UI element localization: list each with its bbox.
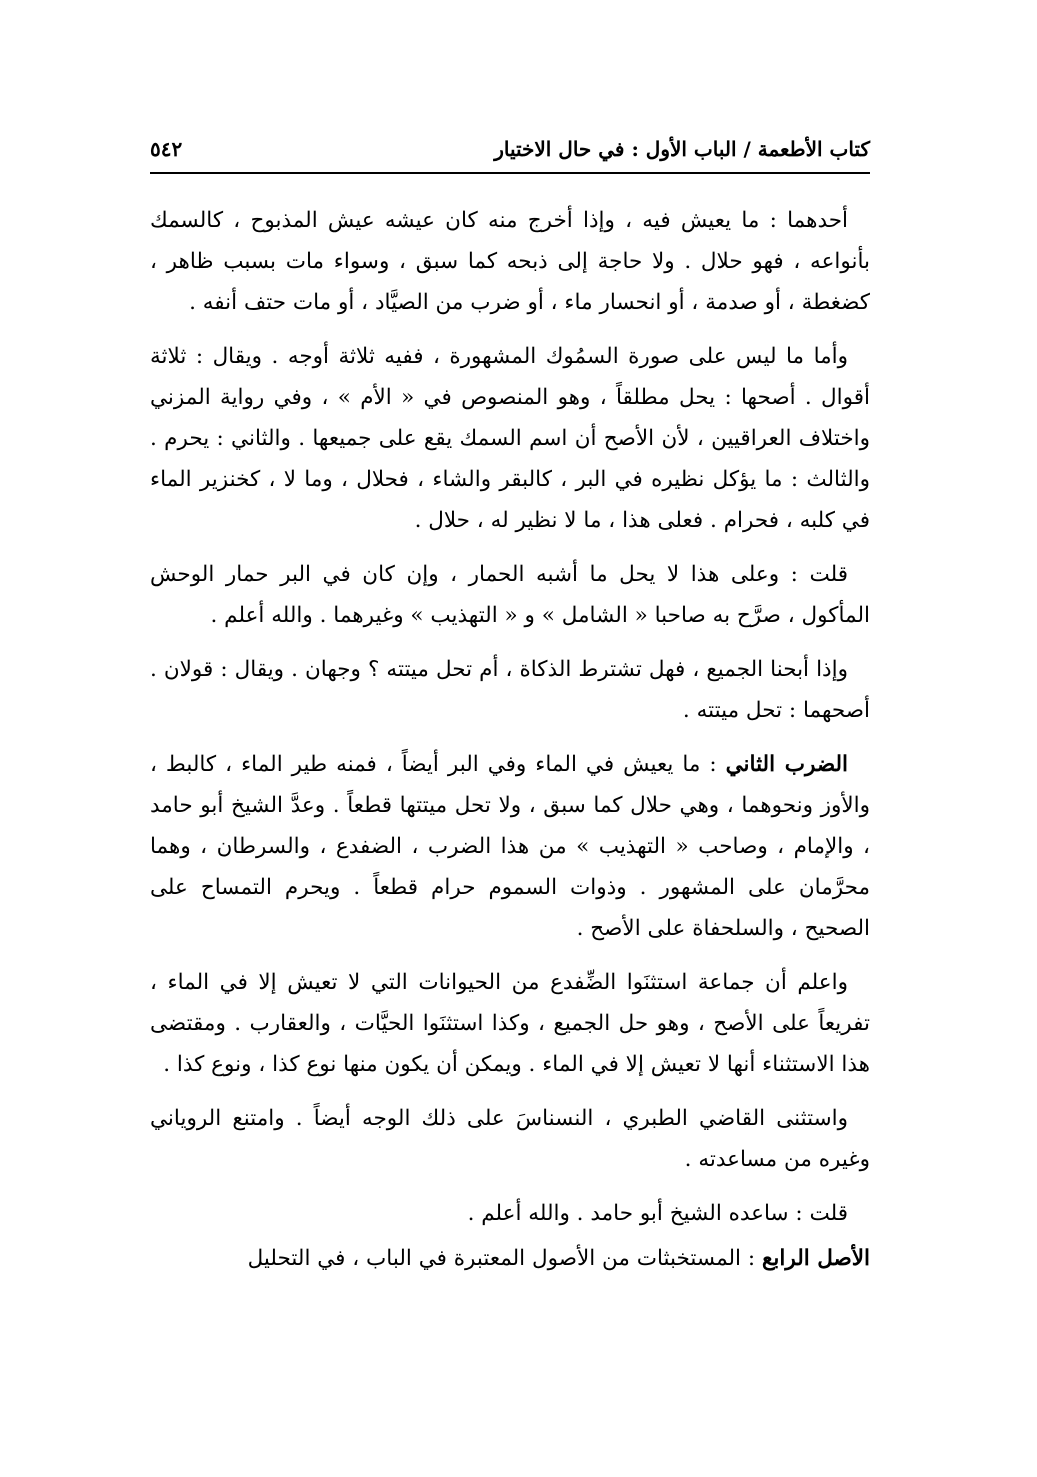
paragraph-6 [150, 962, 870, 1085]
paragraph-3 [150, 554, 870, 636]
paragraph-8 [150, 1193, 870, 1234]
paragraph-7-text: واستثنى القاضي الطبري ، النسناسَ على ذلك الوجه أيضاً . وامتنع الروياني وغيره من مساعدته . [150, 1106, 870, 1172]
paragraph-9 [150, 1238, 870, 1279]
paragraph-5-text: : ما يعيش في الماء وفي البر أيضاً ، فمنه طير الماء ، كالبط ، والأوز ونحوهما ، وهي حلال كما سبق ، ولا تحل ميتتها قطعاً . وعدَّ الشيخ أبو حامد ، والإمام ، وصاحب « التهذيب » من هذا الضرب ، الضفدع ، والسرطان ، وهما محرَّمان على المشهور . وذوات السموم حرام قطعاً . ويحرم التمساح على الصحيح ، والسلحفاة على الأصح . [150, 752, 870, 941]
paragraph-3-text: قلت : وعلى هذا لا يحل ما أشبه الحمار ، وإن كان في البر حمار الوحش المأكول ، صرَّح به صاحبا « الشامل » و « التهذيب » وغيرهما . والله أعلم . [150, 562, 870, 628]
paragraph-1-text: أحدهما : ما يعيش فيه ، وإذا أخرج منه كان عيشه عيش المذبوح ، كالسمك بأنواعه ، فهو حلال . ولا حاجة إلى ذبحه كما سبق ، وسواء مات بسبب ظاهر ، كضغطة ، أو صدمة ، أو انحسار ماء ، أو ضرب من الصيَّاد ، أو مات حتف أنفه . [150, 208, 870, 315]
paragraph-7 [150, 1098, 870, 1180]
paragraph-1 [150, 200, 870, 323]
paragraph-5-lead: الضرب الثاني [725, 752, 848, 777]
paragraph-2 [150, 336, 870, 541]
paragraph-2-text: وأما ما ليس على صورة السمُوك المشهورة ، ففيه ثلاثة أوجه . ويقال : ثلاثة أقوال . أصحها : يحل مطلقاً ، وهو المنصوص في « الأم » ، وفي رواية المزني واختلاف العراقيين ، لأن الأصح أن اسم السمك يقع على جميعها . والثاني : يحرم . والثالث : ما يؤكل نظيره في البر ، كالبقر والشاء ، فحلال ، وما لا ، كخنزير الماء في كلبه ، فحرام . فعلى هذا ، ما لا نظير له ، حلال . [150, 344, 870, 533]
paragraph-4 [150, 649, 870, 731]
header-title: كتاب الأطعمة / الباب الأول : في حال الاختيار [494, 137, 870, 161]
paragraph-6-text: واعلم أن جماعة استثنَوا الضِّفدع من الحيوانات التي لا تعيش إلا في الماء ، تفريعاً على الأصح ، وهو حل الجميع ، وكذا استثنَوا الحيَّات ، والعقارب . ومقتضى هذا الاستثناء أنها لا تعيش إلا في الماء . ويمكن أن يكون منها نوع كذا ، ونوع كذا . [150, 970, 870, 1077]
paragraph-9-text: : المستخبثات من الأصول المعتبرة في الباب ، في التحليل [247, 1246, 762, 1271]
running-header [150, 130, 870, 174]
paragraph-5 [150, 744, 870, 949]
paragraph-9-lead: الأصل الرابع [761, 1246, 870, 1271]
book-page [150, 130, 870, 1292]
page-number: ٥٤٢ [150, 137, 183, 161]
page-body [150, 200, 870, 1279]
paragraph-8-text: قلت : ساعده الشيخ أبو حامد . والله أعلم . [467, 1201, 848, 1226]
paragraph-4-text: وإذا أبحنا الجميع ، فهل تشترط الذكاة ، أم تحل ميتته ؟ وجهان . ويقال : قولان . أصحهما : تحل ميتته . [150, 657, 870, 723]
